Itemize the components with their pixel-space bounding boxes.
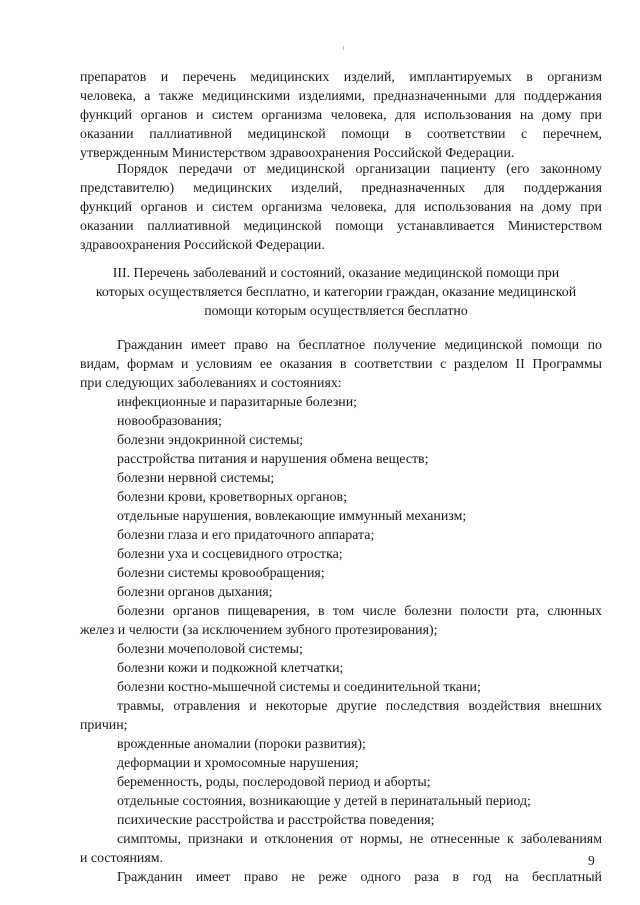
list-item: отдельные состояния, возникающие у детей в перинатальный период;	[117, 794, 531, 809]
list-item: травмы, отравления и некоторые другие последствия воздействия внешних	[117, 699, 602, 714]
list-item: болезни костно-мышечной системы и соединительной ткани;	[117, 680, 481, 695]
list-item: деформации и хромосомные нарушения;	[117, 756, 359, 771]
list-item-continuation: причин;	[80, 718, 128, 733]
scan-mark	[343, 46, 344, 50]
section-heading-line: III. Перечень заболеваний и состояний, оказание медицинской помощи при	[112, 266, 560, 281]
section-heading-line: помощи которым осуществляется бесплатно	[204, 304, 468, 319]
list-item: инфекционные и паразитарные болезни;	[117, 395, 358, 410]
list-item: болезни крови, кроветворных органов;	[117, 490, 347, 505]
list-item: болезни органов дыхания;	[117, 585, 273, 600]
paragraph-line: Гражданин имеет право не реже одного раза в год на бесплатный	[117, 870, 602, 885]
list-item: болезни кожи и подкожной клетчатки;	[117, 661, 344, 676]
list-item: болезни мочеполовой системы;	[117, 642, 303, 657]
paragraph-line: видам, формам и условиям ее оказания в соответствии с разделом II Программы	[80, 357, 602, 372]
paragraph-line: человека, а также медицинскими изделиями, предназначенными для поддержания	[80, 89, 602, 104]
page-number: 9	[588, 853, 595, 868]
list-item: болезни органов пищеварения, в том числе болезни полости рта, слюнных	[117, 604, 602, 619]
paragraph-line: утвержденным Министерством здравоохранения Российской Федерации.	[80, 146, 515, 161]
list-item: отдельные нарушения, вовлекающие иммунный механизм;	[117, 509, 467, 524]
paragraph-line: препаратов и перечень медицинских изделий, имплантируемых в организм	[80, 70, 602, 85]
paragraph-line: представителю) медицинских изделий, предназначенных для поддержания	[80, 181, 602, 196]
list-item: болезни глаза и его придаточного аппарата;	[117, 528, 375, 543]
list-item: врожденные аномалии (пороки развития);	[117, 737, 366, 752]
paragraph-line: функций органов и систем организма человека, для использования на дому при	[80, 200, 602, 215]
list-item: симптомы, признаки и отклонения от нормы, не отнесенные к заболеваниям	[117, 832, 602, 847]
paragraph-line: функций органов и систем организма человека, для использования на дому при	[80, 108, 602, 123]
list-item: болезни эндокринной системы;	[117, 433, 304, 448]
list-item: психические расстройства и расстройства поведения;	[117, 813, 435, 828]
paragraph-line: при следующих заболеваниях и состояниях:	[80, 376, 342, 391]
paragraph-line: оказании паллиативной медицинской помощи устанавливается Министерством	[80, 219, 602, 234]
list-item-continuation: желез и челюсти (за исключением зубного протезирования);	[80, 623, 438, 638]
list-item-continuation: и состояниям.	[80, 851, 164, 866]
list-item: беременность, роды, послеродовой период и аборты;	[117, 775, 431, 790]
paragraph-line: здравоохранения Российской Федерации.	[80, 238, 325, 253]
list-item: болезни системы кровообращения;	[117, 566, 325, 581]
list-item: болезни нервной системы;	[117, 471, 275, 486]
section-heading-line: которых осуществляется бесплатно, и категории граждан, оказание медицинской	[95, 285, 577, 300]
paragraph-line: Порядок передачи от медицинской организации пациенту (его законному	[117, 162, 602, 177]
paragraph-line: оказании паллиативной медицинской помощи в соответствии с перечнем,	[80, 127, 602, 142]
list-item: новообразования;	[117, 414, 222, 429]
list-item: болезни уха и сосцевидного отростка;	[117, 547, 343, 562]
list-item: расстройства питания и нарушения обмена веществ;	[117, 452, 429, 467]
paragraph-line: Гражданин имеет право на бесплатное получение медицинской помощи по	[117, 338, 602, 353]
